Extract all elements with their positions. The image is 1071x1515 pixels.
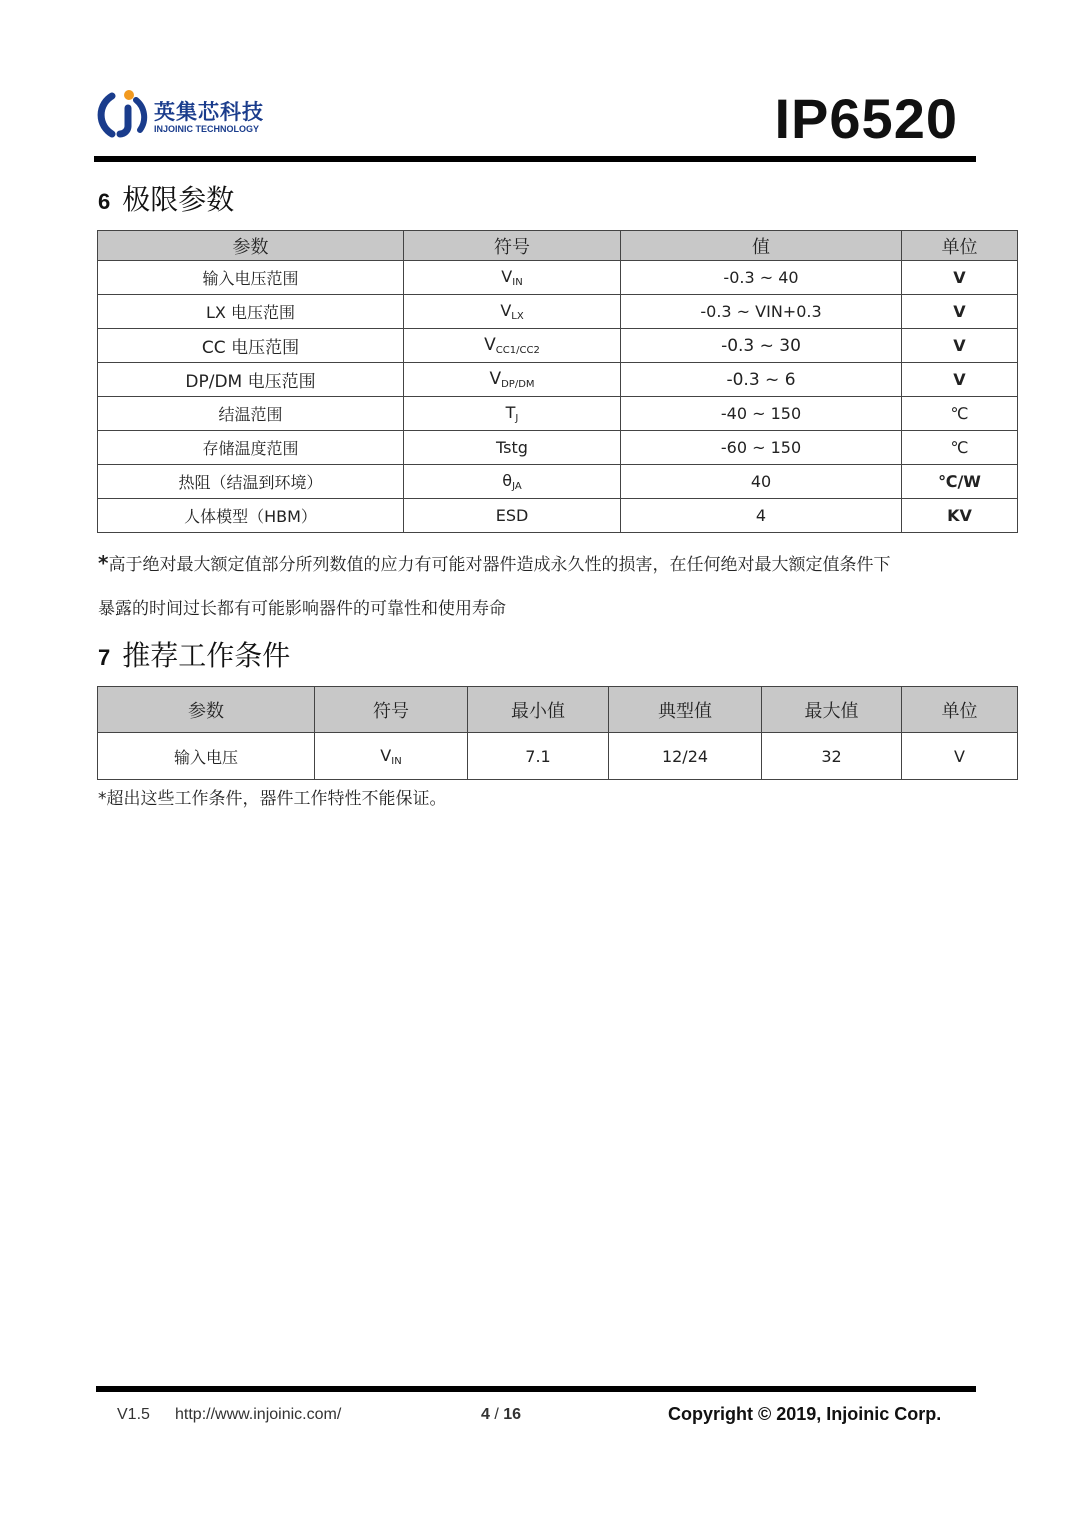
unit-cell: ℃: [902, 397, 1018, 431]
value-cell: -0.3 ~ 40: [621, 261, 902, 295]
unit-cell: V: [902, 329, 1018, 363]
column-header: 单位: [902, 231, 1018, 261]
product-model: IP6520: [774, 87, 958, 150]
unit-cell: V: [902, 363, 1018, 397]
table-row: [98, 499, 1018, 533]
table-header-row: [98, 231, 1018, 261]
value-cell: -0.3 ~ 6: [621, 363, 902, 397]
logo-english-name: INJOINIC TECHNOLOGY: [154, 124, 260, 134]
logo-chinese-name: 英集芯科技: [154, 100, 264, 124]
table-row: [98, 363, 1018, 397]
table-row: [98, 261, 1018, 295]
table-row: [98, 295, 1018, 329]
section-title: 推荐工作条件: [122, 639, 291, 672]
table-row: [98, 733, 1018, 780]
param-cell: CC 电压范围: [98, 329, 404, 363]
symbol-cell: $\theta_{JA}$: [404, 465, 621, 499]
ratings-note-line-1: *高于绝对最大额定值部分所列数值的应力有可能对器件造成永久性的损害，在任何绝对最大额定值条件下: [98, 551, 891, 575]
param-cell: 输入电压: [98, 733, 315, 780]
value-cell: -0.3 ~ VIN+0.3: [621, 295, 902, 329]
footer-page-number: 4 / 16: [481, 1406, 522, 1423]
symbol-cell: ESD: [404, 499, 621, 533]
column-header: 最大值: [762, 687, 902, 733]
conditions-note: *超出这些工作条件，器件工作特性不能保证。: [98, 789, 447, 809]
column-header: 典型值: [609, 687, 762, 733]
footer-version: V1.5: [117, 1406, 150, 1423]
footer-divider: [96, 1386, 976, 1392]
page-header: [96, 80, 976, 162]
table-row: [98, 397, 1018, 431]
logo-mark-icon: [96, 86, 152, 142]
param-cell: 人体模型（HBM）: [98, 499, 404, 533]
typ-cell: 12/24: [609, 733, 762, 780]
param-cell: DP/DM 电压范围: [98, 363, 404, 397]
symbol-cell: $V_{IN}$: [315, 733, 468, 780]
symbol-cell: $T_J$: [404, 397, 621, 431]
section-7-heading: [98, 634, 290, 674]
section-number: 6: [98, 189, 111, 214]
param-cell: 存储温度范围: [98, 431, 404, 465]
section-6-heading: [98, 178, 234, 218]
value-cell: -60 ~ 150: [621, 431, 902, 465]
symbol-cell: Tstg: [404, 431, 621, 465]
column-header: 单位: [902, 687, 1018, 733]
column-header: 值: [621, 231, 902, 261]
unit-cell: ℃: [902, 431, 1018, 465]
column-header: 参数: [98, 231, 404, 261]
param-cell: 输入电压范围: [98, 261, 404, 295]
value-cell: 4: [621, 499, 902, 533]
absolute-max-ratings-table: [97, 230, 1018, 533]
param-cell: LX 电压范围: [98, 295, 404, 329]
symbol-cell: $V_{IN}$: [404, 261, 621, 295]
table-row: [98, 431, 1018, 465]
symbol-cell: $V_{DP/DM}$: [404, 363, 621, 397]
header-divider: [94, 156, 976, 162]
param-cell: 结温范围: [98, 397, 404, 431]
column-header: 参数: [98, 687, 315, 733]
company-logo: [96, 86, 296, 146]
column-header: 最小值: [468, 687, 609, 733]
value-cell: 40: [621, 465, 902, 499]
max-cell: 32: [762, 733, 902, 780]
unit-cell: KV: [902, 499, 1018, 533]
unit-cell: ℃/W: [902, 465, 1018, 499]
footer-copyright: Copyright © 2019, Injoinic Corp.: [668, 1404, 942, 1424]
min-cell: 7.1: [468, 733, 609, 780]
recommended-conditions-table: [97, 686, 1018, 780]
footer-url-link[interactable]: http://www.injoinic.com/: [175, 1406, 342, 1423]
section-number: 7: [98, 645, 111, 670]
table-row: [98, 329, 1018, 363]
unit-cell: V: [902, 733, 1018, 780]
symbol-cell: $V_{CC1/CC2}$: [404, 329, 621, 363]
table-header-row: [98, 687, 1018, 733]
value-cell: -40 ~ 150: [621, 397, 902, 431]
column-header: 符号: [315, 687, 468, 733]
symbol-cell: $V_{LX}$: [404, 295, 621, 329]
column-header: 符号: [404, 231, 621, 261]
unit-cell: V: [902, 261, 1018, 295]
table-row: [98, 465, 1018, 499]
value-cell: -0.3 ~ 30: [621, 329, 902, 363]
section-title: 极限参数: [122, 183, 235, 216]
param-cell: 热阻（结温到环境）: [98, 465, 404, 499]
ratings-note-line-2: 暴露的时间过长都有可能影响器件的可靠性和使用寿命: [98, 599, 506, 619]
unit-cell: V: [902, 295, 1018, 329]
